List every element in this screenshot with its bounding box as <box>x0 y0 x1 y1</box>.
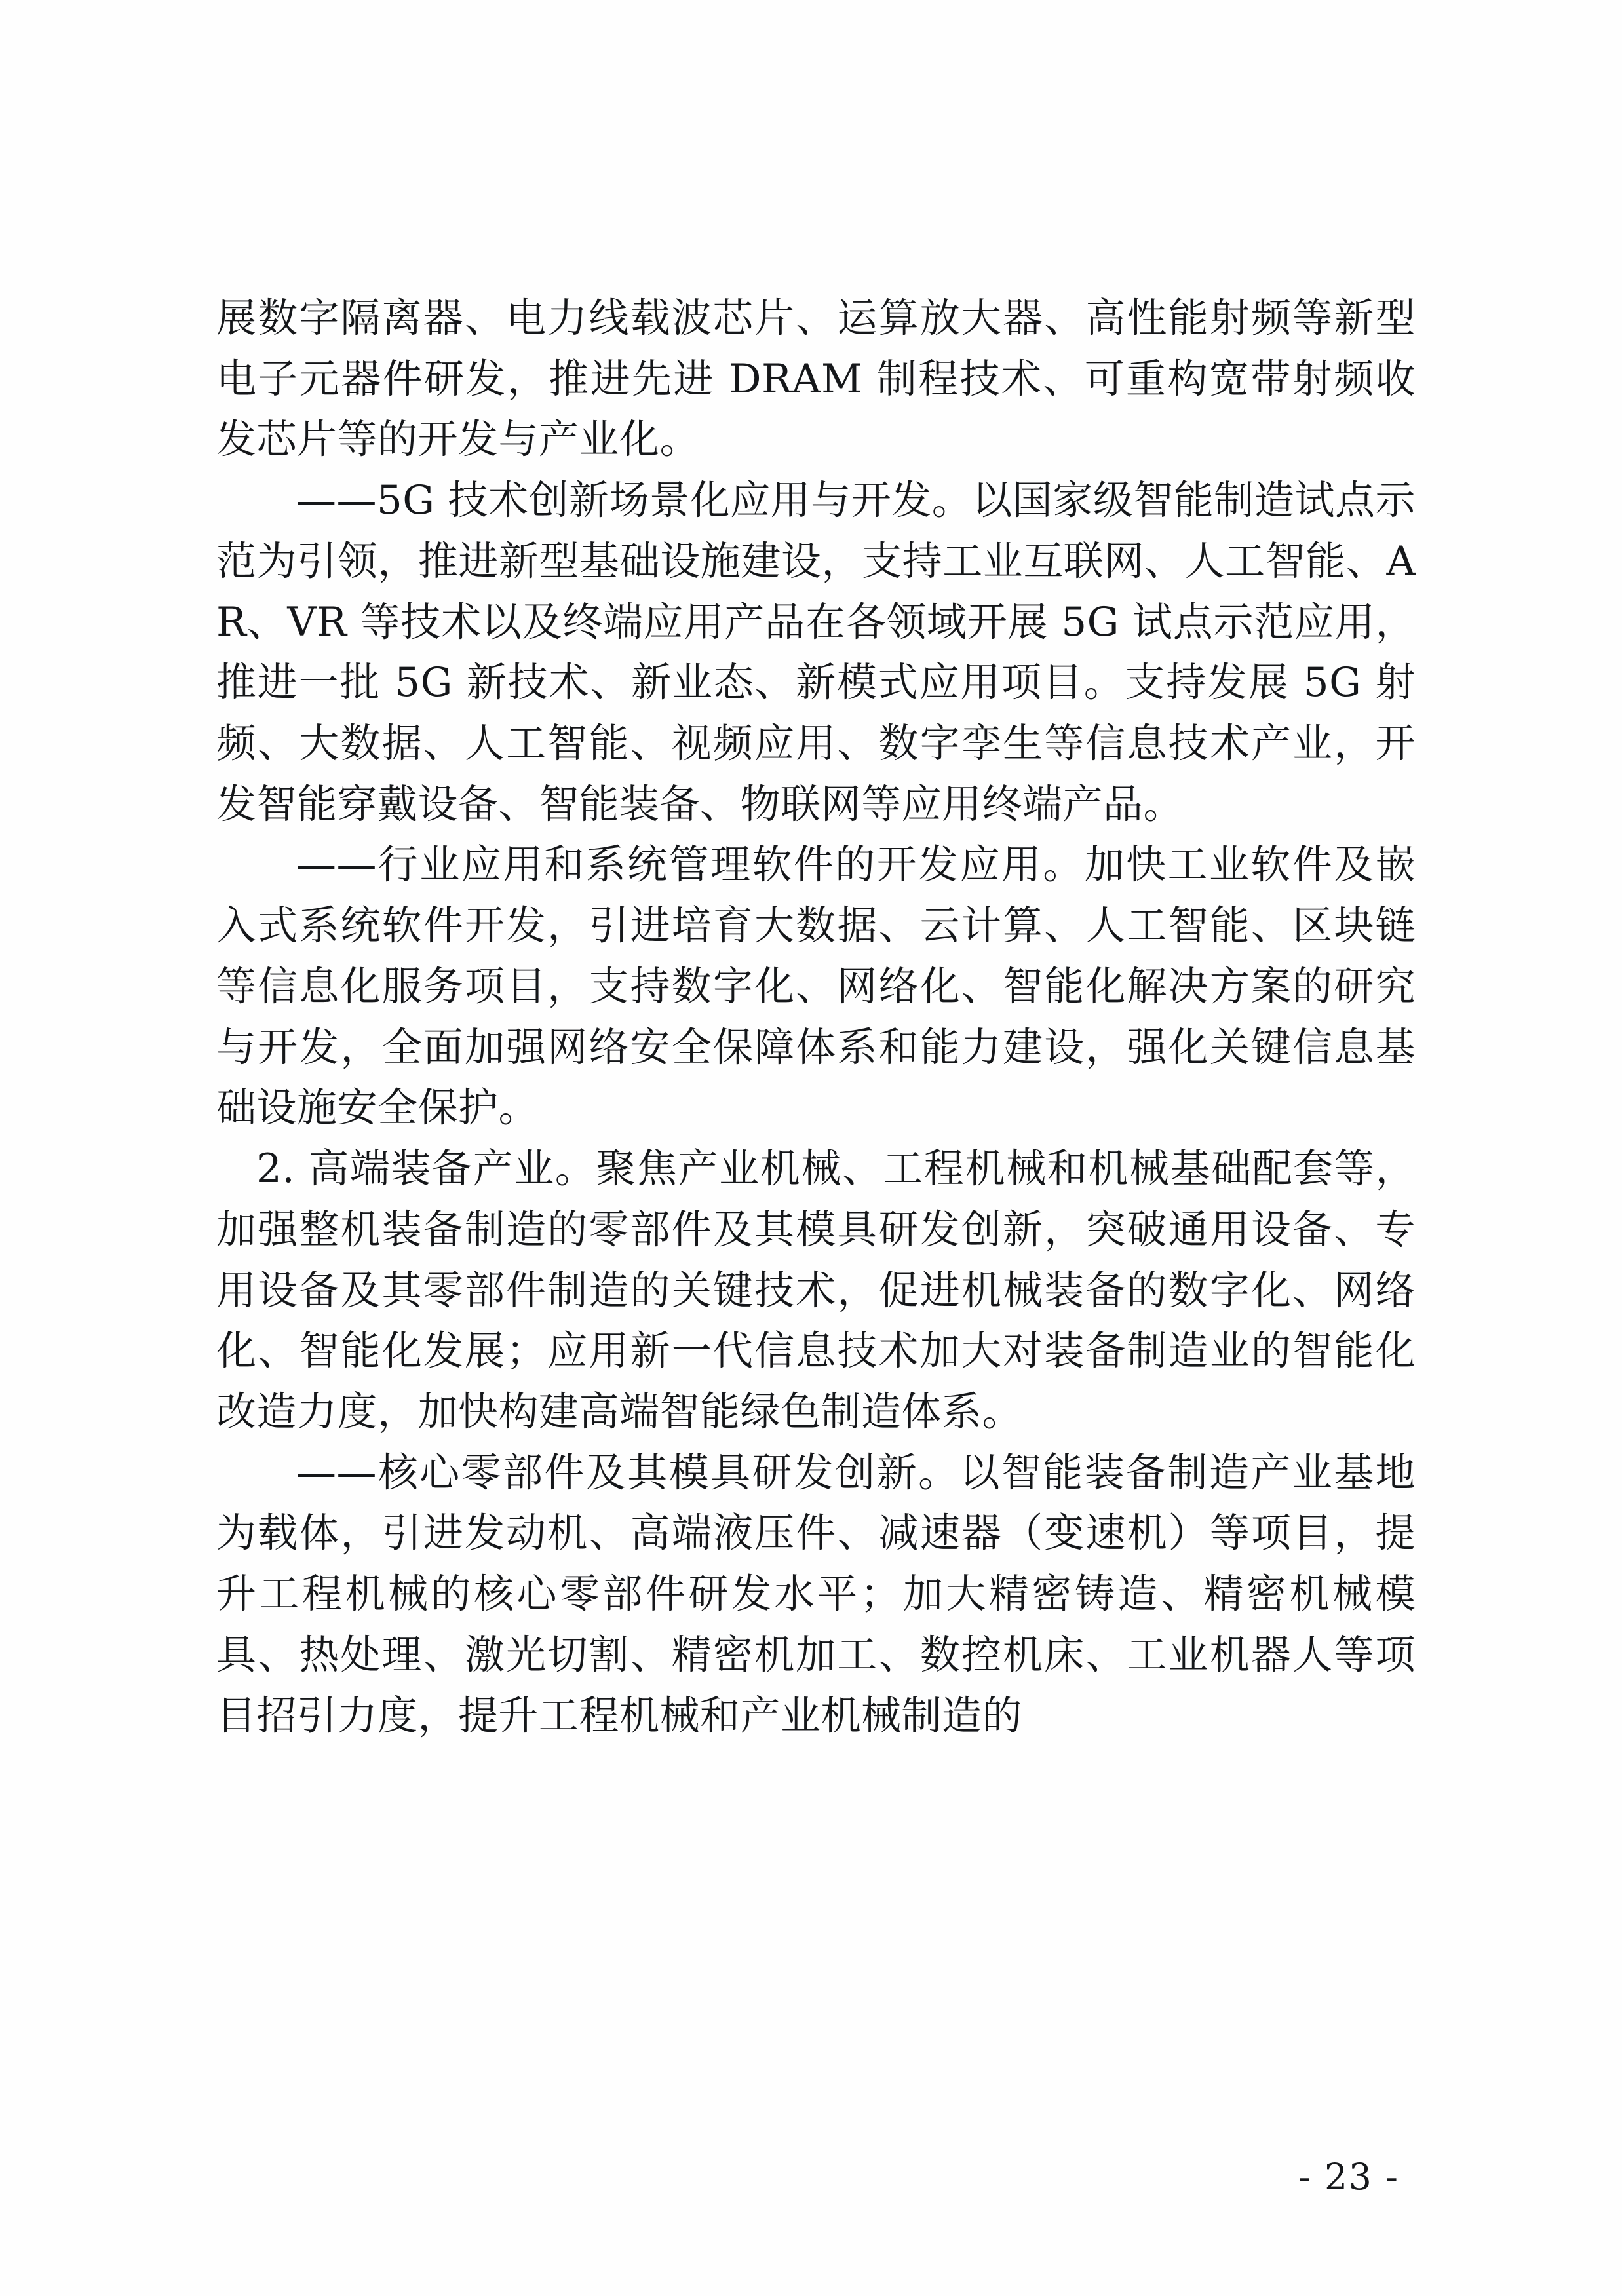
page-number: - 23 - <box>1298 2156 1399 2198</box>
paragraph-4: 2. 高端装备产业。聚焦产业机械、工程机械和机械基础配套等，加强整机装备制造的零部件及其模具研发创新，突破通用设备、专用设备及其零部件制造的关键技术，促进机械装备的数字化、网络化、智能化发展；应用新一代信息技术加大对装备制造业的智能化改造力度，加快构建高端智能绿色制造体系。 <box>216 1145 1416 1435</box>
paragraph-1: 展数字隔离器、电力线载波芯片、运算放大器、高性能射频等新型电子元器件研发，推进先进 DRAM 制程技术、可重构宽带射频收发芯片等的开发与产业化。 <box>216 295 1416 463</box>
paragraph-3: ——行业应用和系统管理软件的开发应用。加快工业软件及嵌入式系统软件开发，引进培育大数据、云计算、人工智能、区块链等信息化服务项目，支持数字化、网络化、智能化解决方案的研究与开发，全面加强网络安全保障体系和能力建设，强化关键信息基础设施安全保护。 <box>216 841 1416 1132</box>
paragraph-5: ——核心零部件及其模具研发创新。以智能装备制造产业基地为载体，引进发动机、高端液压件、减速器（变速机）等项目，提升工程机械的核心零部件研发水平；加大精密铸造、精密机械模具、热处理、激光切割、精密机加工、数控机床、工业机器人等项目招引力度，提升工程机械和产业机械制造的 <box>216 1449 1416 1739</box>
paragraph-2: ——5G 技术创新场景化应用与开发。以国家级智能制造试点示范为引领，推进新型基础设施建设，支持工业互联网、人工智能、AR、VR 等技术以及终端应用产品在各领域开展 5G 试点示范应用，推进一批 5G 新技术、新业态、新模式应用项目。支持发展 5G 射频、大数据、人工智能、视频应用、数字孪生等信息技术产业，开发智能穿戴设备、智能装备、物联网等应用终端产品。 <box>216 477 1416 828</box>
page-body <box>216 288 1416 1746</box>
